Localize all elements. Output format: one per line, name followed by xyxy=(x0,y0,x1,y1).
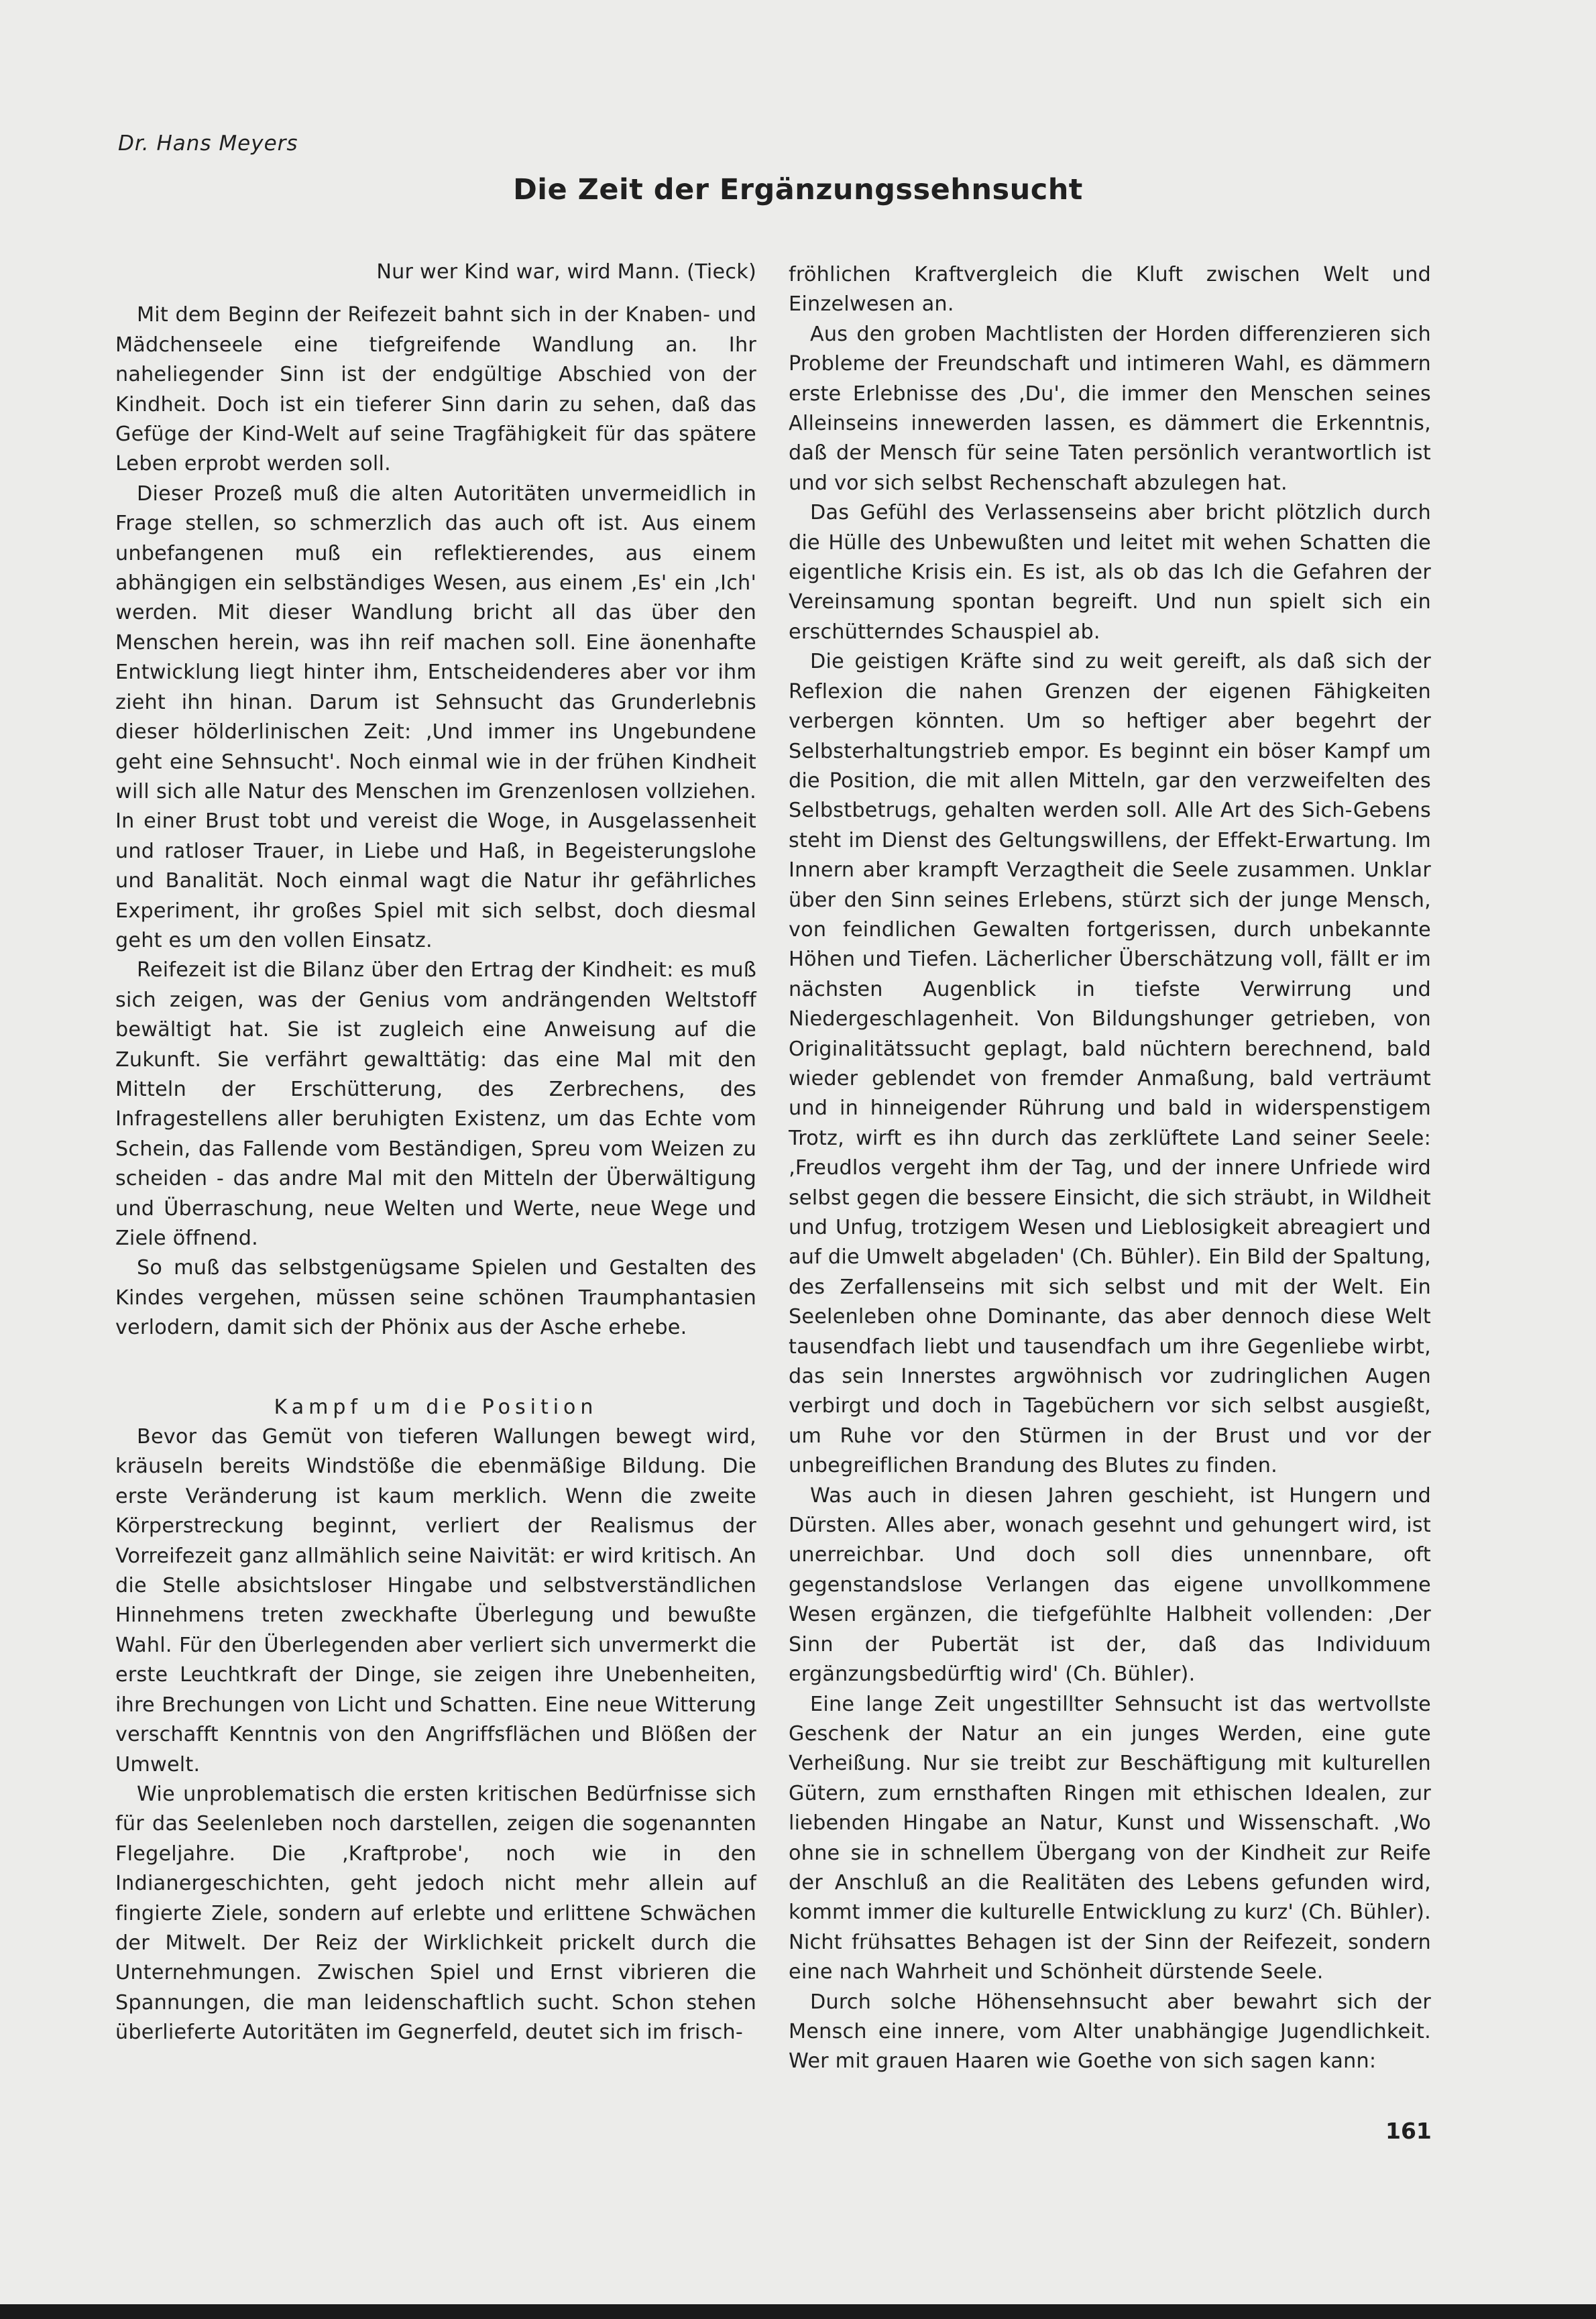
motto: Nur wer Kind war, wird Mann. (Tieck) xyxy=(376,260,756,284)
paragraph: So muß das selbstgenügsame Spielen und Gestalten des Kindes vergehen, müssen seine schönen Traumphantasien verlodern, damit sich der Phönix aus der Asche erhebe. xyxy=(115,1256,756,1340)
article-title: Die Zeit der Ergänzungssehnsucht xyxy=(513,173,1083,207)
right-column xyxy=(789,260,1431,2077)
paragraph: fröhlichen Kraftvergleich die Kluft zwischen Welt und Einzelwesen an. xyxy=(789,263,1431,317)
paragraph: Durch solche Höhensehnsucht aber bewahrt sich der Mensch eine innere, vom Alter unabhängige Jugendlichkeit. Wer mit grauen Haaren wie Goethe von sich sagen kann: xyxy=(789,1990,1431,2074)
paragraph: Das Gefühl des Verlassenseins aber bricht plötzlich durch die Hülle des Unbewußten und leitet mit wehen Schatten die eigentliche Krisis ein. Es ist, als ob das Ich die Gefahren der Vereinsamung spontan begreift. Und nun spielt sich ein erschütterndes Schauspiel ab. xyxy=(789,501,1431,644)
author-name: Dr. Hans Meyers xyxy=(118,131,298,156)
paragraph: Die geistigen Kräfte sind zu weit gereift, als daß sich der Reflexion die nahen Grenzen der eigenen Fähigkeiten verbergen könnten. Um so heftiger aber begehrt der Selbsterhaltungstrieb empor. Es beginnt ein böser Kampf um die Position, die mit allen Mitteln, gar den verzweifelten des Selbstbetrugs, gehalten werden soll. Alle Art des Sich-Gebens steht im Dienst des Geltungswillens, der Effekt-Erwartung. Im Innern aber krampft Verzagtheit die Seele zusammen. Unklar über den Sinn seines Erlebens, stürzt sich der junge Mensch, von feindlichen Gewalten fortgerissen, durch unbekannte Höhen und Tiefen. Lächerlicher Überschätzung voll, fällt er im nächsten Augenblick in tiefste Verwirrung und Niedergeschlagenheit. Von Bildungshunger getrieben, von Originalitätssucht geplagt, bald nüchtern berechnend, bald wieder geblendet von fremder Anmaßung, bald verträumt und in hinneigender Rührung und bald in widerspenstigem Trotz, wirft es ihn durch das zerklüftete Land seiner Seele: ‚Freudlos vergeht ihm der Tag, und der innere Unfriede wird selbst gegen die bessere Einsicht, die sich sträubt, in Wildheit und Unfug, trotzigem Wesen und Lieblosigkeit abreagiert und auf die Umwelt abgeladen' (Ch. Bühler). Ein Bild der Spaltung, des Zerfallenseins mit sich selbst und mit der Welt. Ein Seelenleben ohne Dominante, das aber dennoch diese Welt tausendfach liebt und tausendfach um ihre Gegenliebe wirbt, das sein Innerstes argwöhnisch vor zudringlichen Augen verbirgt und doch in Tagebüchern vor sich selbst ausgießt, um Ruhe vor den Stürmen in der Brust und vor der unbegreiflichen Brandung des Blutes zu finden. xyxy=(789,650,1431,1478)
paragraph: Aus den groben Machtlisten der Horden differenzieren sich Probleme der Freundschaft und intimeren Wahl, es dämmern erste Erlebnisse des ‚Du', die immer den Menschen seines Alleinseins innewerden lassen, es dämmert die Erkenntnis, daß der Mensch für seine Taten persönlich verantwortlich ist und vor sich selbst Rechenschaft abzulegen hat. xyxy=(789,322,1431,495)
paragraph: Mit dem Beginn der Reifezeit bahnt sich in der Knaben- und Mädchenseele eine tiefgreifende Wandlung an. Ihr naheliegender Sinn ist der endgültige Abschied von der Kindheit. Doch ist ein tieferer Sinn darin zu sehen, daß das Gefüge der Kind-Welt auf seine Tragfähigkeit für das spätere Leben erprobt werden soll. xyxy=(115,303,756,476)
section-heading: Kampf um die Position xyxy=(274,1395,598,1419)
paragraph: Dieser Prozeß muß die alten Autoritäten unvermeidlich in Frage stellen, so schmerzlich das auch oft ist. Aus einem unbefangenen muß ein reflektierendes, aus einem abhängigen ein selbständiges Wesen, aus einem ‚Es' ein ‚Ich' werden. Mit dieser Wandlung bricht all das über den Menschen herein, was ihn reif machen soll. Eine äonenhafte Entwicklung liegt hinter ihm, Entscheidenderes aber vor ihm zieht ihn hinan. Darum ist Sehnsucht das Grunderlebnis dieser hölderlinischen Zeit: ‚Und immer ins Ungebundene geht eine Sehnsucht'. Noch einmal wie in der frühen Kindheit will sich alle Natur des Menschen im Grenzenlosen vollziehen. In einer Brust tobt und vereist die Woge, in Ausgelassenheit und ratloser Trauer, in Liebe und Haß, in Begeisterungslohe und Banalität. Noch einmal wagt die Natur ihr gefährliches Experiment, ihr großes Spiel mit sich selbst, doch diesmal geht es um den vollen Einsatz. xyxy=(115,482,756,952)
paragraph: Wie unproblematisch die ersten kritischen Bedürfnisse sich für das Seelenleben noch darstellen, zeigen die sogenannten Flegeljahre. Die ‚Kraftprobe', noch wie in den Indianergeschichten, geht jedoch nicht mehr allein auf fingierte Ziele, sondern auf erlebte und erlittene Schwächen der Mitwelt. Der Reiz der Wirklichkeit prickelt durch die Unternehmungen. Zwischen Spiel und Ernst vibrieren die Spannungen, die man leidenschaftlich sucht. Schon stehen überlieferte Autoritäten im Gegnerfeld, deutet sich im frisch- xyxy=(115,1782,756,2045)
page-number: 161 xyxy=(1385,2118,1432,2144)
paragraph: Reifezeit ist die Bilanz über den Ertrag der Kindheit: es muß sich zeigen, was der Genius vom andrängenden Weltstoff bewältigt hat. Sie ist zugleich eine Anweisung auf die Zukunft. Sie verfährt gewalttätig: das eine Mal mit den Mitteln der Erschütterung, des Zerbrechens, des Infragestellens aller beruhigten Existenz, um das Echte vom Schein, das Fallende vom Beständigen, Spreu vom Weizen zu scheiden - das andre Mal mit den Mitteln der Überwältigung und Überraschung, neue Welten und Werte, neue Wege und Ziele öffnend. xyxy=(115,958,756,1250)
paragraph: Eine lange Zeit ungestillter Sehnsucht ist das wertvollste Geschenk der Natur an ein junges Werden, eine gute Verheißung. Nur sie treibt zur Beschäftigung mit kulturellen Gütern, zum ernsthaften Ringen mit ethischen Idealen, zur liebenden Hingabe an Natur, Kunst und Wissenschaft. ‚Wo ohne sie in schnellem Übergang von der Kindheit zur Reife der Anschluß an die Realitäten des Lebens gefunden wird, kommt immer die kulturelle Entwicklung zu kurz' (Ch. Bühler). Nicht frühsattes Behagen ist der Sinn der Reifezeit, sondern eine nach Wahrheit und Schönheit dürstende Seele. xyxy=(789,1692,1431,1984)
left-column xyxy=(115,258,756,2048)
paragraph: Bevor das Gemüt von tieferen Wallungen bewegt wird, kräuseln bereits Windstöße die ebenmäßige Bildung. Die erste Veränderung ist kaum merklich. Wenn die zweite Körperstreckung beginnt, verliert der Realismus der Vorreifezeit ganz allmählich seine Naivität: er wird kritisch. An die Stelle absichtsloser Hingabe und selbstverständlichen Hinnehmens treten zweckhafte Überlegung und bewußte Wahl. Für den Überlegenden aber verliert sich unvermerkt die erste Leuchtkraft der Dinge, sie zeigen ihre Unebenheiten, ihre Brechungen von Licht und Schatten. Eine neue Witterung verschafft Kenntnis von den Angriffsflächen und Blößen der Umwelt. xyxy=(115,1425,756,1776)
paragraph: Was auch in diesen Jahren geschieht, ist Hungern und Dürsten. Alles aber, wonach gesehnt und gehungert wird, ist unerreichbar. Und doch soll dies unnennbare, oft gegenstandslose Verlangen das eigene unvollkommene Wesen ergänzen, die tiefgefühlte Halbheit vollenden: ‚Der Sinn der Pubertät ist der, daß das Individuum ergänzungsbedürftig wird' (Ch. Bühler). xyxy=(789,1483,1431,1687)
scan-bottom-edge xyxy=(0,2304,1596,2319)
